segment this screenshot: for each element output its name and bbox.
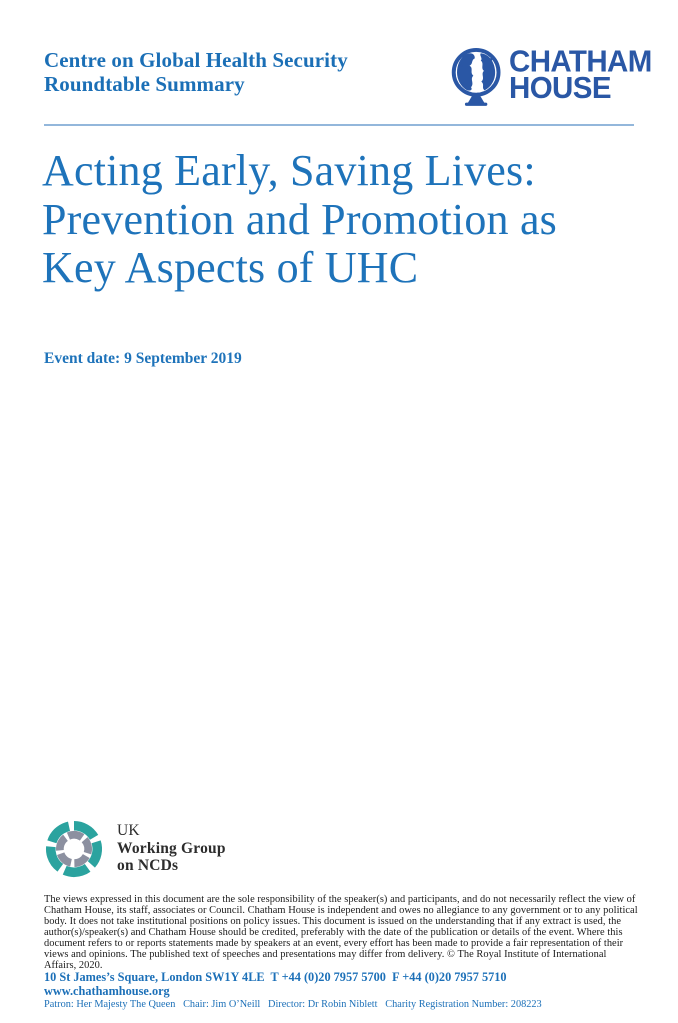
- footer-address-line: 10 St James’s Square, London SW1Y 4LE T +44 (0)20 7957 5700 F +44 (0)20 7957 5710: [44, 970, 507, 984]
- header-divider-rule: [44, 124, 634, 126]
- title-line-3: Key Aspects of UHC: [42, 243, 419, 292]
- title-line-2: Prevention and Promotion as: [42, 194, 558, 244]
- chatham-house-wordmark: [509, 44, 652, 105]
- globe-icon: [450, 46, 506, 108]
- chatham-house-logo: [450, 46, 652, 108]
- ncd-text-line-1: UK: [117, 822, 140, 839]
- document-title: [42, 147, 557, 293]
- series-line-2: Roundtable Summary: [44, 71, 245, 96]
- footer-credits-line: Patron: Her Majesty The Queen Chair: Jim O’Neill Director: Dr Robin Niblett Charity Registration Number: 208223: [44, 999, 542, 1010]
- event-date: Event date: 9 September 2019: [44, 350, 242, 367]
- ncd-working-group-logo: [43, 818, 226, 885]
- ncd-text-line-2: Working Group: [117, 839, 226, 857]
- ncd-logo-text: [117, 822, 226, 875]
- footer-website-link[interactable]: www.chathamhouse.org: [44, 984, 170, 998]
- disclaimer-text: The views expressed in this document are the sole responsibility of the speaker(s) and participants, and do not necessarily reflect the view of Chatham House, its staff, associates or Council. Chatham House is independent and owes no allegiance to any government or to any political body. It does not take institutional positions on policy issues. This document is issued on the understanding that if any extract is used, the author(s)/speaker(s) and Chatham House should be credited, preferably with the date of the publication or details of the event. Where this document refers to or reports statements made by speakers at an event, every effort has been made to provide a fair representation of their views and opinions. The published text of speeches and presentations may differ from delivery. © The Royal Institute of International Affairs, 2020.: [44, 894, 638, 971]
- wordmark-line-1: CHATHAM: [509, 44, 652, 79]
- wordmark-line-2: HOUSE: [509, 70, 611, 105]
- aperture-swirl-icon: [43, 818, 105, 885]
- series-line-1: Centre on Global Health Security: [44, 48, 348, 72]
- series-header: [44, 49, 348, 96]
- ncd-text-line-3: on NCDs: [117, 857, 179, 874]
- title-line-1: Acting Early, Saving Lives:: [42, 146, 536, 195]
